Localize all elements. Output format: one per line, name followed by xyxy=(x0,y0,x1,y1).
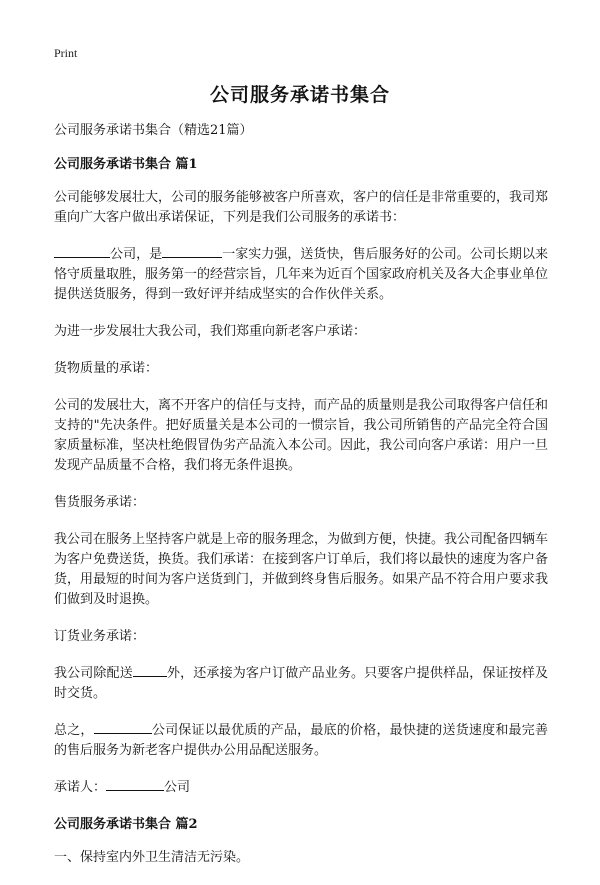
fill-in-blank xyxy=(54,245,110,258)
section-1-paragraph-quality: 公司的发展壮大，离不开客户的信任与支持，而产品的质量则是我公司取得客户信任和支持的"先决条件。把好质量关是本公司的一惯宗旨，我公司所销售的产品完全符合国家质量标准，坚决杜绝假冒伪劣产品流入本公司。因此，我公司向客户承诺：用户一旦发现产品质量不合格，我们将无条件退换。 xyxy=(54,398,549,473)
paragraph-text: 总之， xyxy=(54,723,94,738)
section-1-paragraph-order xyxy=(54,664,548,704)
document-body xyxy=(54,121,548,885)
section-1-subheading-quality: 货物质量的承诺： xyxy=(54,361,159,376)
section-1-signature-line xyxy=(54,778,548,798)
section-1-paragraph-summary xyxy=(54,721,548,761)
fill-in-blank xyxy=(133,664,167,677)
section-1-subheading-service: 售货服务承诺： xyxy=(54,495,146,510)
section-1-subheading-order: 订货业务承诺： xyxy=(54,629,146,644)
paragraph-text: 承诺人： xyxy=(54,780,107,795)
section-1-paragraph-intro: 公司能够发展壮大，公司的服务能够被客户所喜欢，客户的信任是非常重要的，我司郑重向广大客户做出承诺保证，下列是我们公司服务的承诺书： xyxy=(54,190,549,225)
paragraph-text: 外，还承接为客户订做产品业务。只要客户提供样品，保证按样及时交货。 xyxy=(54,666,548,701)
document-title: 公司服务承诺书集合 xyxy=(209,84,390,106)
section-1-paragraph-promise: 为进一步发展壮大我公司，我们郑重向新老客户承诺： xyxy=(54,324,367,339)
paragraph-text: 我公司除配送 xyxy=(54,666,133,681)
section-1-paragraph-service: 我公司在服务上坚持客户就是上帝的服务理念，为做到方便，快捷。我公司配备四辆车为客户免费送货，换货。我们承诺：在接到客户订单后，我们将以最快的速度为客户备货，用最短的时间为客户送货到门，并做到终身售后服务。如果产品不符合用户要求我们做到及时退换。 xyxy=(54,532,549,607)
fill-in-blank xyxy=(106,778,164,791)
fill-in-blank xyxy=(94,721,152,734)
paragraph-text: 公司 xyxy=(164,780,191,795)
print-label: Print xyxy=(54,46,78,60)
fill-in-blank xyxy=(162,245,222,258)
section-1-paragraph-company xyxy=(54,245,548,305)
document-subtitle: 公司服务承诺书集合（精选21篇） xyxy=(54,123,253,138)
section-2-heading: 公司服务承诺书集合 篇2 xyxy=(54,817,198,832)
paragraph-text: 公司保证以最优质的产品，最底的价格，最快捷的送货速度和最完善的售后服务为新老客户提供办公用品配送服务。 xyxy=(54,723,548,758)
section-1-heading: 公司服务承诺书集合 篇1 xyxy=(54,157,198,172)
paragraph-text: 一家实力强，送货快，售后服务好的公司。公司长期以来恪守质量取胜，服务第一的经营宗旨，几年来为近百个国家政府机关及各大企事业单位提供送货服务，得到一致好评并结成坚实的合作伙伴关系。 xyxy=(54,247,549,302)
paragraph-text: 公司，是 xyxy=(110,247,163,262)
section-2-paragraph-1: 一、保持室内外卫生清洁无污染。 xyxy=(54,850,250,865)
